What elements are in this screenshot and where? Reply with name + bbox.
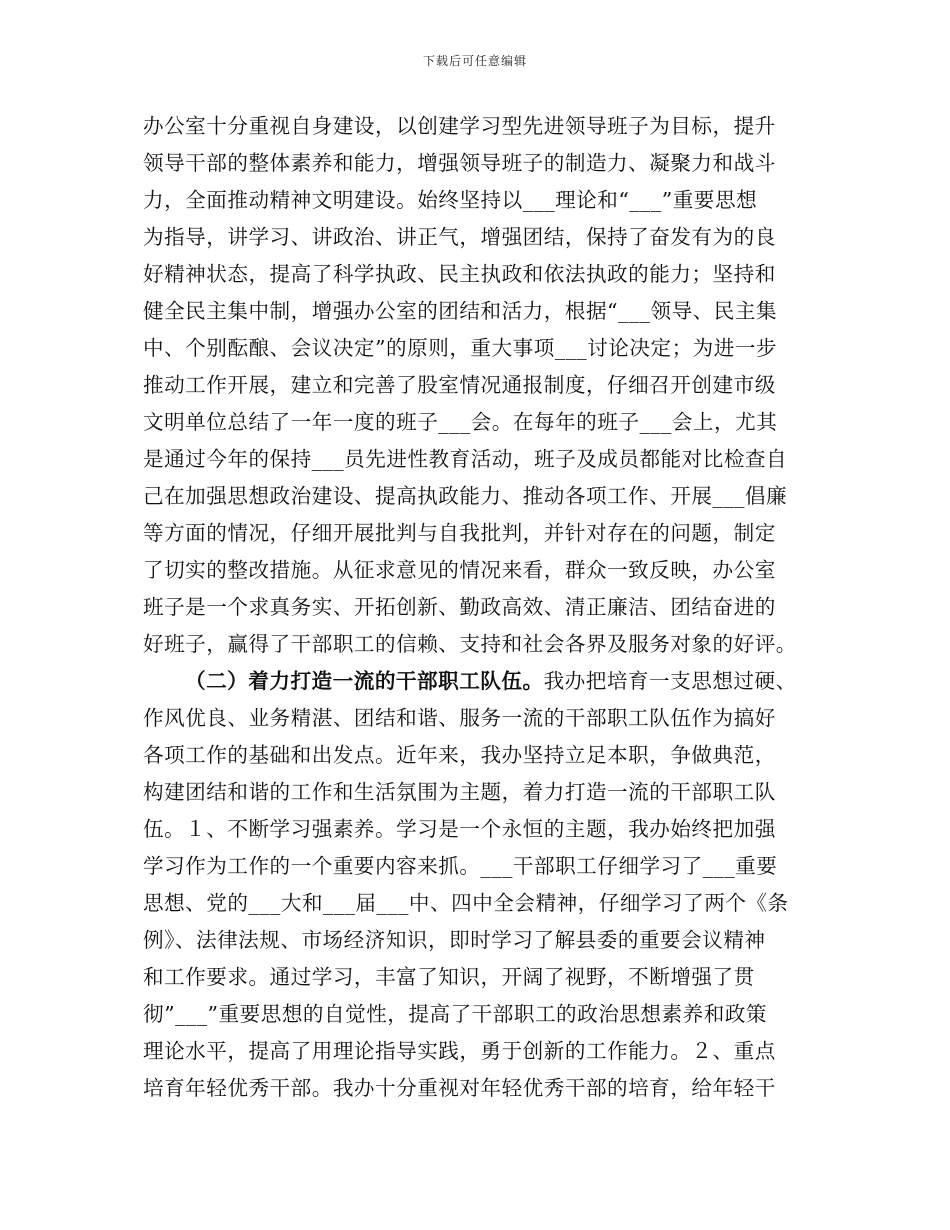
text-line: 力，全面推动精神文明建设。始终坚持以___理论和“___”重要思想 <box>143 188 758 212</box>
page-header: 下载后可任意编辑 <box>422 54 527 68</box>
text-line: 为指导，讲学习、讲政治、讲正气，增强团结，保持了奋发有为的良 <box>143 225 776 249</box>
text-line: 好精神状态，提高了科学执政、民主执政和依法执政的能力；坚持和 <box>143 262 776 286</box>
text-line: 伍。１、不断学习强素养。学习是一个永恒的主题，我办始终把加强 <box>143 817 776 841</box>
text-line: 推动工作开展，建立和完善了股室情况通报制度，仔细召开创建市级 <box>143 373 776 397</box>
section-heading: （二）着力打造一流的干部职工队伍。 <box>185 669 544 693</box>
text-line: 学习作为工作的一个重要内容来抓。___干部职工仔细学习了___重要 <box>143 854 778 878</box>
text-line: 好班子，赢得了干部职工的信赖、支持和社会各界及服务对象的好评。 <box>143 632 797 656</box>
text-line: 己在加强思想政治建设、提高执政能力、推动各项工作、开展___倡廉 <box>143 484 788 508</box>
text-line <box>143 663 823 700</box>
text-line: 彻”___”重要思想的自觉性，提高了干部职工的政治思想素养和政策 <box>143 1002 767 1026</box>
text-line: 和工作要求。通过学习，丰富了知识，开阔了视野，不断增强了贯 <box>143 965 755 989</box>
text-line: 构建团结和谐的工作和生活氛围为主题，着力打造一流的干部职工队 <box>143 780 776 804</box>
text-line: 中、个别酝酿、会议决定”的原则，重大事项___讨论决定；为进一步 <box>143 336 778 360</box>
paragraph-1 <box>143 108 823 663</box>
text-line: 班子是一个求真务实、开拓创新、勤政高效、清正廉洁、团结奋进的 <box>143 595 776 619</box>
text-line: 思想、党的___大和___届___中、四中全会精神，仔细学习了两个《条 <box>143 891 789 915</box>
text-line: 培育年轻优秀干部。我办十分重视对年轻优秀干部的培育，给年轻干 <box>143 1076 776 1100</box>
text-line: 文明单位总结了一年一度的班子___会。在每年的班子___会上，尤其 <box>143 410 778 434</box>
text-line: 领导干部的整体素养和能力，增强领导班子的制造力、凝聚力和战斗 <box>143 151 776 175</box>
text-line: 各项工作的基础和出发点。近年来，我办坚持立足本职，争做典范， <box>143 743 776 767</box>
paragraph-2 <box>143 663 823 1107</box>
text-line: 例》、法律法规、市场经济知识，即时学习了解县委的重要会议精神 <box>143 928 766 952</box>
text-span: 我办把培育一支思想过硬、 <box>543 669 797 693</box>
document-body <box>143 108 823 1107</box>
text-line: 作风优良、业务精湛、团结和谐、服务一流的干部职工队伍作为搞好 <box>143 706 776 730</box>
text-line: 是通过今年的保持___员先进性教育活动，班子及成员都能对比检查自 <box>143 447 788 471</box>
text-line: 健全民主集中制，增强办公室的团结和活力，根据“___领导、民主集 <box>143 299 778 323</box>
text-line: 办公室十分重视自身建设，以创建学习型先进领导班子为目标，提升 <box>143 114 776 138</box>
text-line: 等方面的情况，仔细开展批判与自我批判，并针对存在的问题，制定 <box>143 521 776 545</box>
text-line: 理论水平，提高了用理论指导实践，勇于创新的工作能力。２、重点 <box>143 1039 776 1063</box>
text-line: 了切实的整改措施。从征求意见的情况来看，群众一致反映，办公室 <box>143 558 776 582</box>
